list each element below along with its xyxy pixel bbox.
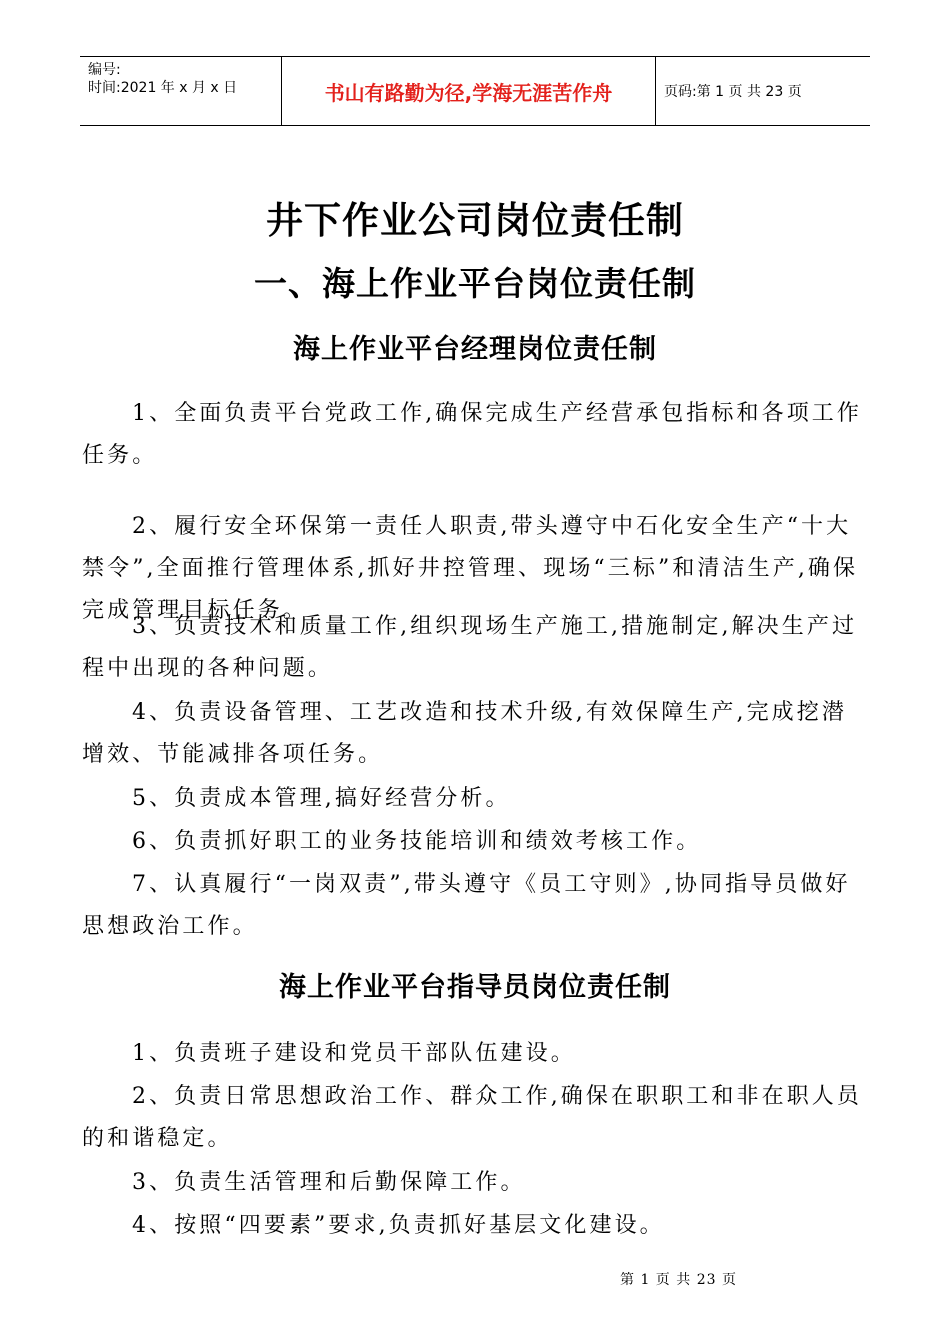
section-title: 一、海上作业平台岗位责任制 [254,264,696,303]
header-page-info: 页码:第 1 页 共 23 页 [664,84,802,100]
subsection-title-instructor: 海上作业平台指导员岗位责任制 [279,972,671,1003]
list-item: 1、负责班子建设和党员干部队伍建设。 [132,1041,576,1066]
list-item: 2、负责日常思想政治工作、群众工作,确保在职职工和非在职人员的和谐稳定。 [82,1084,862,1151]
header-meta [80,57,282,125]
list-item: 6、负责抓好职工的业务技能培训和绩效考核工作。 [132,829,702,854]
document-title: 井下作业公司岗位责任制 [266,198,684,242]
list-item: 4、按照“四要素”要求,负责抓好基层文化建设。 [132,1213,665,1238]
header-motto: 书山有路勤为径,学海无涯苦作舟 [282,57,656,125]
time-label: 时间:2021 年 x 月 x 日 [88,80,238,96]
list-item: 4、负责设备管理、工艺改造和技术升级,有效保障生产,完成挖潜增效、节能减排各项任务。 [82,700,847,767]
list-item: 1、全面负责平台党政工作,确保完成生产经营承包指标和各项工作任务。 [82,401,862,468]
list-item: 5、负责成本管理,搞好经营分析。 [132,786,511,811]
subsection-title-manager: 海上作业平台经理岗位责任制 [293,334,657,365]
number-label: 编号: [88,62,121,78]
document-header [80,56,870,126]
page-footer: 第 1 页 共 23 页 [620,1272,737,1288]
list-item: 3、负责生活管理和后勤保障工作。 [132,1170,526,1195]
list-item: 2、履行安全环保第一责任人职责,带头遵守中石化安全生产“十大禁令”,全面推行管理体系,抓好井控管理、现场“三标”和清洁生产,确保完成管理目标任务。 [82,514,859,623]
list-item: 3、负责技术和质量工作,组织现场生产施工,措施制定,解决生产过程中出现的各种问题。 [82,614,858,681]
list-item: 7、认真履行“一岗双责”,带头遵守《员工守则》,协同指导员做好思想政治工作。 [82,872,851,939]
